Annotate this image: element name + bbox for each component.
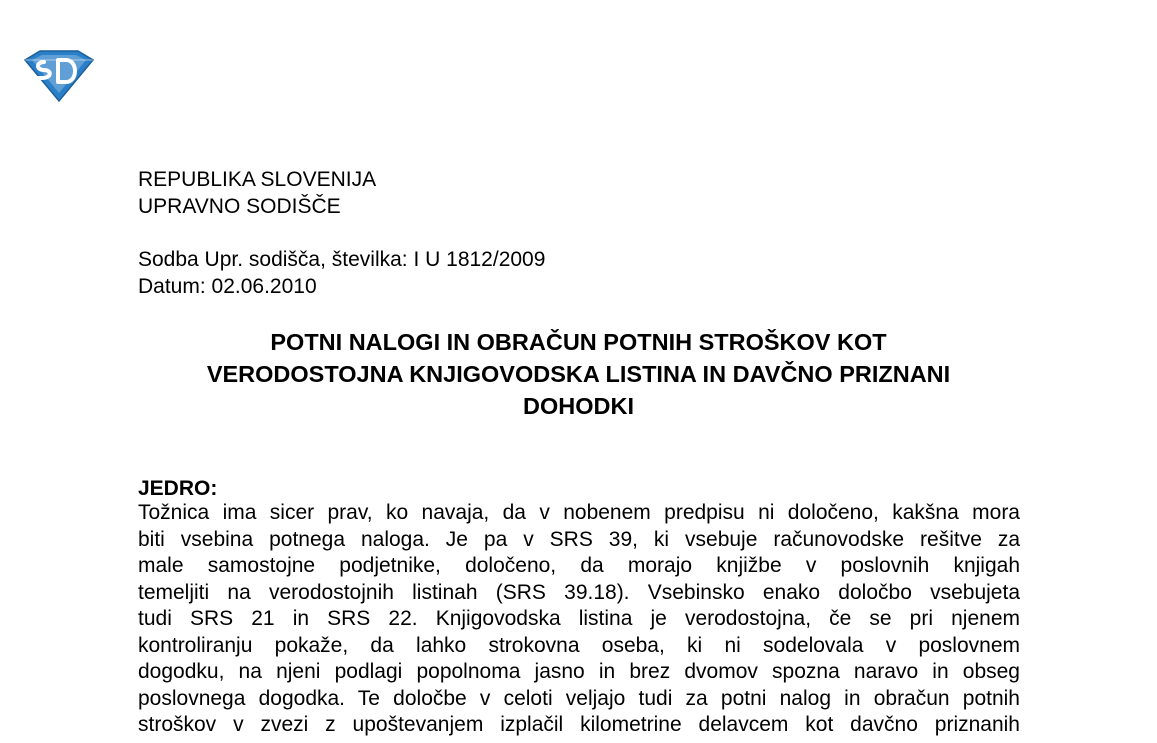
case-reference [138, 246, 545, 300]
body-line: Tožnica ima sicer prav, ko navaja, da v nobenem predpisu ni določeno, kakšna mora [138, 501, 1020, 524]
body-line: kontroliranju pokaže, da lahko strokovna oseba, ki ni sodelovala v poslovnem [138, 633, 1020, 657]
court-logo [22, 48, 96, 104]
body-line: male samostojne podjetnike, določeno, da morajo knjižbe v poslovnih knjigah [138, 554, 1020, 577]
title-line: VERODOSTOJNA KNJIGOVODSKA LISTINA IN DAVČNO PRIZNANI [206, 361, 951, 387]
court-header [138, 166, 376, 220]
body-line: biti vsebina potnega naloga. Je pa v SRS 39, ki vsebuje računovodske rešitve za [138, 527, 1020, 551]
body-line: tudi SRS 21 in SRS 22. Knjigovodska listina je verodostojna, če se pri njenem [138, 607, 1020, 630]
section-heading: JEDRO: [138, 477, 218, 500]
body-line: poslovnega dogodka. Te določbe v celoti veljajo tudi za potni nalog in obračun potnih [138, 686, 1020, 710]
sd-diamond-logo-icon [22, 48, 96, 104]
body-line: stroškov v zvezi z upoštevanjem izplačil kilometrine delavcem kot davčno priznanih [138, 713, 1020, 736]
title-line: POTNI NALOGI IN OBRAČUN POTNIH STROŠKOV KOT [270, 329, 887, 355]
document-title [130, 326, 1027, 422]
country-name: REPUBLIKA SLOVENIJA [138, 168, 377, 191]
section-body [138, 500, 1020, 739]
body-line: dogodku, na njeni podlagi popolnoma jasno in brez dvomov spozna naravo in obseg [138, 660, 1020, 683]
body-line: temeljiti na verodostojnih listinah (SRS 39.18). Vsebinsko enako določbo vsebujeta [138, 580, 1020, 604]
title-line: DOHODKI [523, 393, 634, 419]
case-date: Datum: 02.06.2010 [138, 275, 317, 298]
case-number: Sodba Upr. sodišča, številka: I U 1812/2009 [138, 248, 546, 271]
court-name: UPRAVNO SODIŠČE [138, 195, 341, 218]
